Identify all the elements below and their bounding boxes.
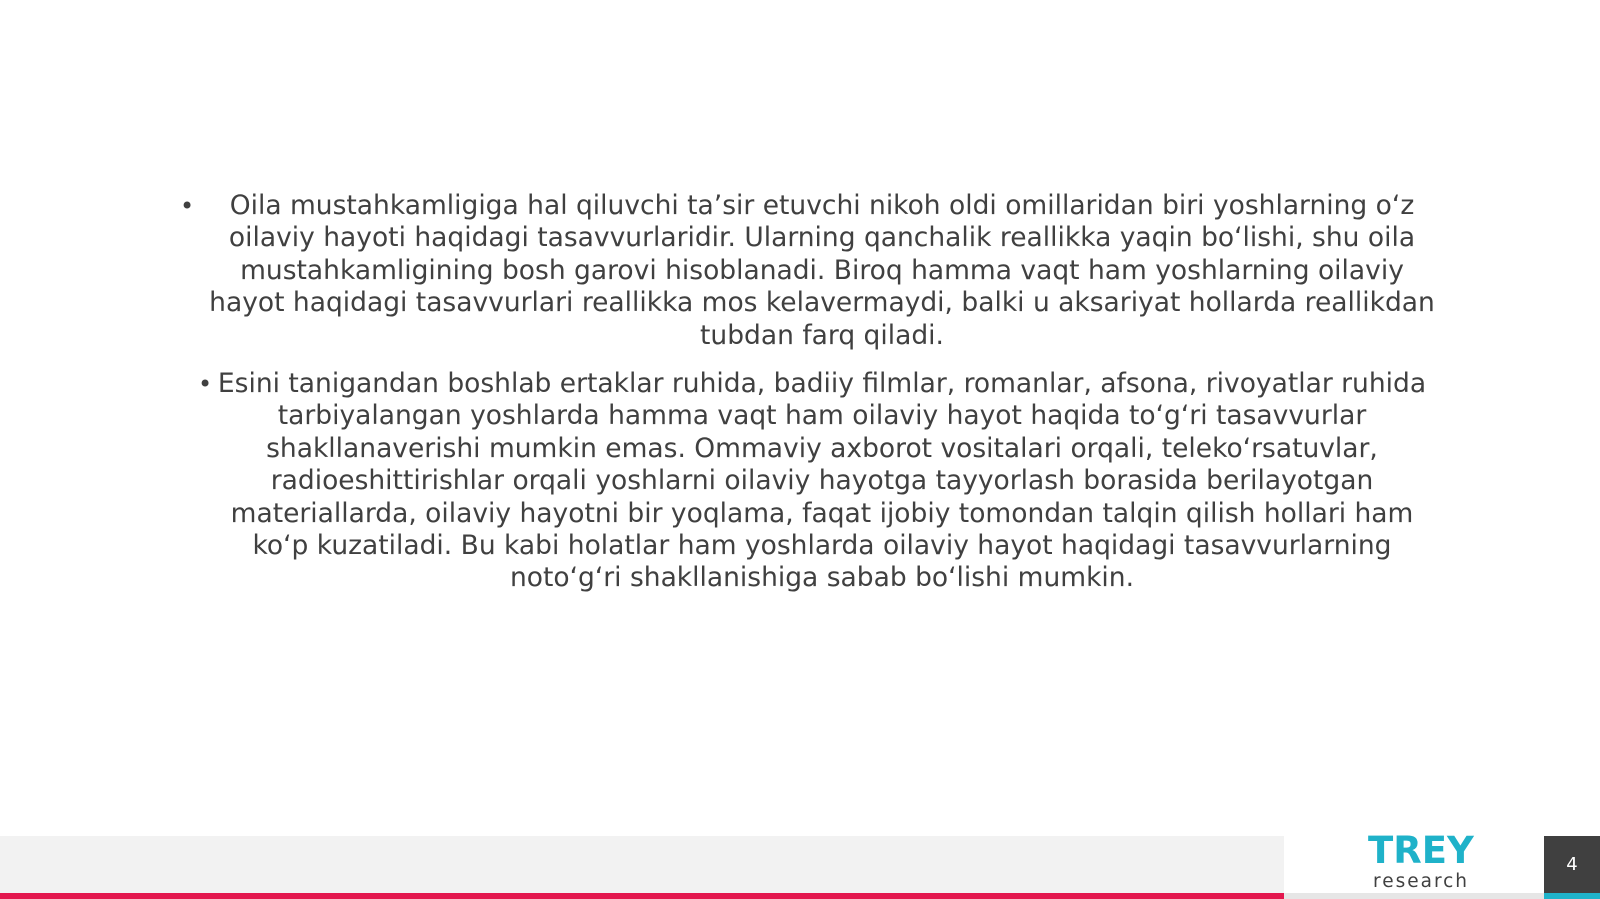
footer-band bbox=[0, 836, 1284, 893]
trey-research-logo bbox=[1366, 830, 1476, 892]
page-number-accent bbox=[1544, 893, 1600, 899]
bullet-text-2: Esini tanigandan boshlab ertaklar ruhida, badiiy filmlar, romanlar, afsona, rivoyatlar ruhida tarbiyalangan yoshlarda hamma vaqt ham oilaviy hayot haqida to‘g‘ri tasavvurlar shakllanaverishi mumkin emas. Ommaviy axborot vositalari orqali, teleko‘rsatuvlar, radioeshittirishlar orqali yoshlarni oilaviy hayotga tayyorlash borasida berilayotgan materiallarda, oilaviy hayotni bir yoqlama, faqat ijobiy tomondan talqin qilish hollari ham ko‘p kuzatiladi. Bu kabi holatlar ham yoshlarda oilaviy hayot haqidagi tasavvurlarning noto‘g‘ri shakllanishiga sabab bo‘lishi mumkin. bbox=[217, 368, 1427, 594]
logo-subtitle: research bbox=[1373, 871, 1470, 892]
footer-accent-line bbox=[0, 893, 1284, 899]
bullet-text-1: Oila mustahkamligiga hal qiluvchi ta’sir etuvchi nikoh oldi omillaridan biri yoshlarning o‘z oilaviy hayoti haqidagi tasavvurlaridir. Ularning qanchalik reallikka yaqin bo‘lishi, shu oila mustahkamligining bosh garovi hisoblanadi. Biroq hamma vaqt ham yoshlarning oilaviy hayot haqidagi tasavvurlari reallikka mos kelavermaydi, balki u aksariyat hollarda reallikdan tubdan farq qiladi. bbox=[209, 190, 1435, 351]
bullet-item-2 bbox=[175, 368, 1455, 595]
bullet-item-1 bbox=[175, 190, 1455, 352]
bullet-icon: • bbox=[198, 370, 213, 399]
page-number: 4 bbox=[1544, 836, 1600, 893]
bullet-icon: • bbox=[180, 192, 195, 220]
logo-wordmark: TREY bbox=[1368, 829, 1474, 872]
footer-line-grey bbox=[1284, 893, 1544, 899]
bullet-list bbox=[175, 190, 1455, 595]
slide-body bbox=[175, 190, 1455, 611]
